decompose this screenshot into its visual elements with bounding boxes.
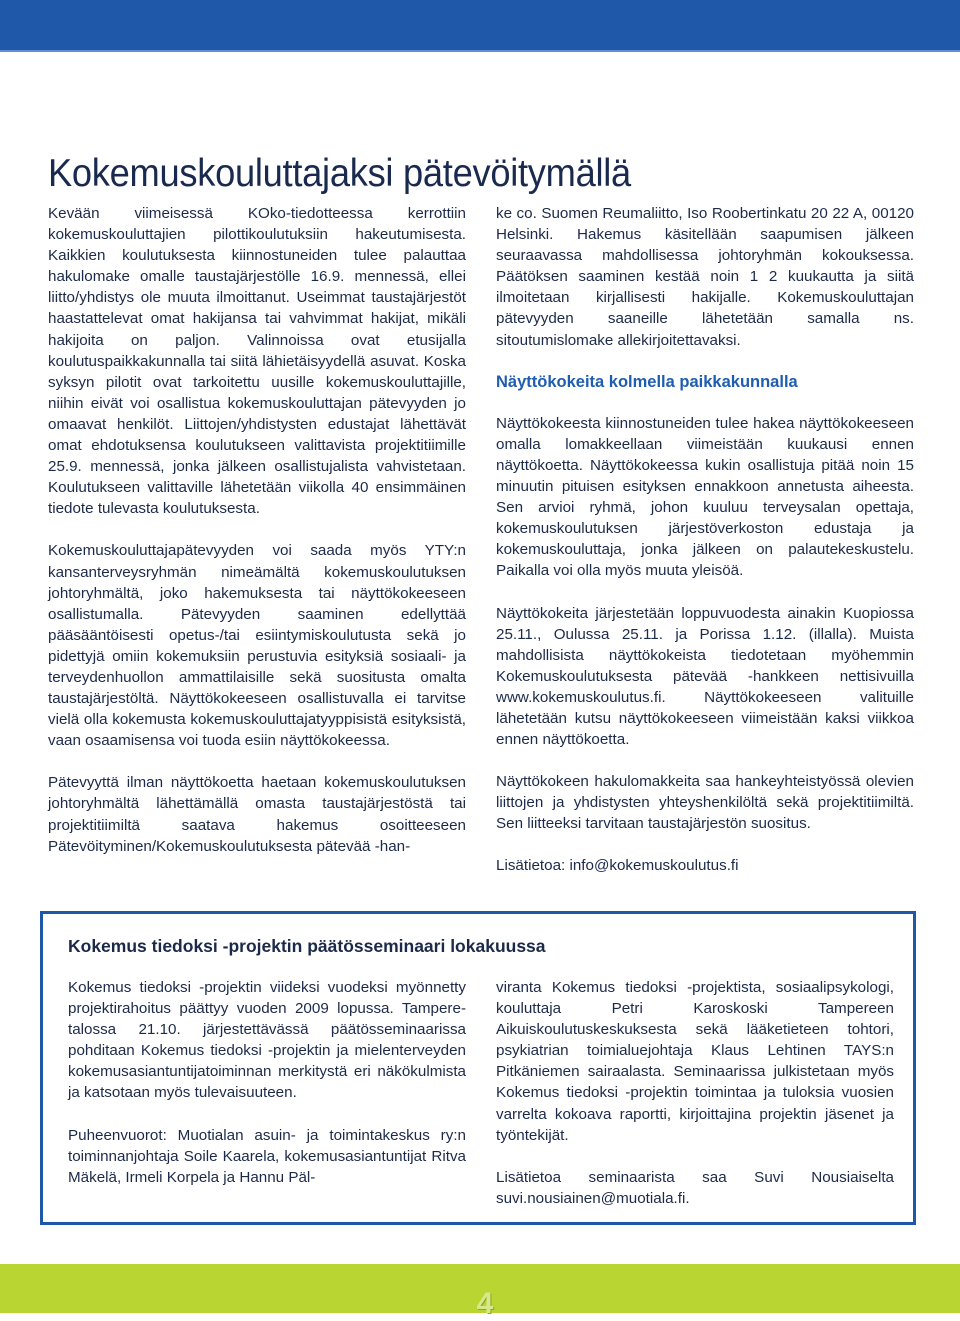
box-left-column bbox=[68, 977, 466, 1209]
box-right-column bbox=[496, 977, 894, 1230]
body-paragraph: Pätevyyttä ilman näyttökoetta haetaan kokemuskoulutuksen johtoryhmältä lähettämällä omasta taustajärjestöstä tai projektitiimiltä saatava hakemus osoitteeseen Pätevöityminen/Kokemuskoulutuksesta pätevää -han- bbox=[48, 774, 466, 855]
body-paragraph: Kevään viimeisessä KOko-tiedotteessa kerrottiin kokemuskouluttajien pilottikoulutuksiin hakeutumisesta. Kaikkien koulutuksesta kiinnostuneiden tulee palauttaa hakulomake omalle taustajärjestölle 16.9. mennessä, ellei liitto/yhdistys ole muuta ilmoittanut. Useimmat taustajärjestöt haastattelevat omat hakijansa tai vahvimmat hakijat, mikäli hakijoita on paljon. Valinnoissa ovat etusijalla koulutuspaikkakunnalla tai siitä lähietäisyydellä asuvat. Koska syksyn pilotit ovat tarkoitettu uusille kokemuskouluttajille, niihin eivät voi osallistua kokemuskouluttajan pätevyyden jo omaavat henkilöt. Liittojen/yhdistysten edustajat lähettävät omat ehdotuksensa koulutukseen valittavista projektitiimille 25.9. mennessä, jonka jälkeen osallistujalista vahvistetaan. Koulutukseen valittaville lähetetään viikolla 40 ensimmäinen tiedote tulevasta koulutuksesta. bbox=[48, 205, 466, 518]
right-column bbox=[496, 203, 914, 898]
box-paragraph: Lisätietoa seminaarista saa Suvi Nousiaiselta suvi.nousiainen@muotiala.fi. bbox=[496, 1168, 894, 1207]
contact-info: Lisätietoa: info@kokemuskoulutus.fi bbox=[496, 857, 739, 875]
page-number: 4 bbox=[476, 1287, 494, 1320]
top-color-band bbox=[0, 0, 960, 50]
section-subheading: Näyttökokeita kolmella paikkakunnalla bbox=[496, 372, 798, 391]
box-paragraph: viranta Kokemus tiedoksi -projektista, sosiaalipsykologi, kouluttaja Petri Karoskoski Tampereen Aikuiskoulutuskeskuksesta sekä lääketieteen tohtori, psykiatrian toimialuejohtaja Klaus Lehtinen TAYS:n Pitkäniemen sairaalasta. Seminaarissa julkistetaan myös Kokemus tiedoksi -projektin toimintaa ja tuloksia vuosien varrelta kokoava raportti, kirjoittajina projektin jäsenet ja työntekijät. bbox=[496, 979, 894, 1144]
body-paragraph: Kokemuskouluttajapätevyyden voi saada myös YTY:n kansanterveysryhmän nimeämältä kokemuskoulutuksen johtoryhmältä, joko hakemuksesta tai näyttökokeeseen osallistumalla. Pätevyyden saaminen edellyttää pääsääntöisesti opetus-/tai esiintymiskoulutusta sekä jo pidettyjä omiin kokemuksiin perustuvia esityksiä sosiaali- ja terveydenhuollon ammattilaisille sekä suositusta omalta taustajärjestöltä. Näyttökokeeseen osallistuvalla ei tarvitse vielä olla kokemusta kokemuskouluttajatyyppisistä esityksistä, vaan osaamisensa voi tuoda esiin näyttökokeessa. bbox=[48, 542, 466, 750]
page-title: Kokemuskouluttajaksi pätevöitymällä bbox=[48, 152, 631, 196]
box-paragraph: Puheenvuorot: Muotialan asuin- ja toimintakeskus ry:n toiminnanjohtaja Soile Kaarela, kokemusasiantuntijat Ritva Mäkelä, Irmeli Korpela ja Hannu Päl- bbox=[68, 1126, 466, 1186]
body-paragraph: Näyttökokeita järjestetään loppuvuodesta ainakin Kuopiossa 25.11., Oulussa 25.11. ja Porissa 1.12. (illalla). Muista mahdollisista näyttökokeista tiedotetaan myöhemmin Kokemuskoulutuksesta pätevää -hankkeen nettisivuilla www.kokemuskoulutus.fi. Näyttökokeeseen valituille lähetetään kutsu näyttökokeeseen viimeistään kaksi viikkoa ennen näyttökoetta. bbox=[496, 604, 914, 749]
body-paragraph: Näyttökokeen hakulomakkeita saa hankeyhteistyössä olevien liittojen ja yhdistysten yhteyshenkilöltä sekä projektitiimiltä. Sen liitteeksi tarvitaan taustajärjestön suositus. bbox=[496, 773, 914, 833]
box-title: Kokemus tiedoksi -projektin päätösseminaari lokakuussa bbox=[68, 936, 546, 956]
left-column bbox=[48, 203, 466, 878]
box-paragraph: Kokemus tiedoksi -projektin viideksi vuodeksi myönnetty projektirahoitus päättyy vuoden 2009 lopussa. Tampere-talossa 21.10. järjestettävässä päätösseminaarissa pohditaan Kokemus tiedoksi -projektin ja mielenterveyden kokemusasiantuntijatoiminnan merkitystä eri näkökulmista ja katsotaan myös tulevaisuuteen. bbox=[68, 979, 466, 1102]
top-accent-line bbox=[0, 50, 960, 52]
body-paragraph: ke co. Suomen Reumaliitto, Iso Roobertinkatu 20 22 A, 00120 Helsinki. Hakemus käsitellään saapumisen jälkeen seuraavassa mahdollisessa johtoryhmän kokouksessa. Päätöksen saaminen kestää noin 1 2 kuukautta ja siitä ilmoitetaan kirjallisesti hakijalle. Kokemuskouluttajan pätevyyden saaneille lähetetään samalla ns. sitoutumislomake allekirjoitettavaksi. bbox=[496, 205, 914, 349]
body-paragraph: Näyttökokeesta kiinnostuneiden tulee hakea näyttökokeeseen omalla lomakkeellaan viimeistään kuukausi ennen näyttökoetta. Näyttökokeessa kukin osallistuja pitää noin 15 minuutin pituisen esityksen ennakkoon annetusta aiheesta. Sen arvioi ryhmä, johon kuuluu terveysalan opettaja, kokemuskoulutuksen järjestöverkoston edustaja ja kokemuskouluttaja, jonka jälkeen on palautekeskustelu. Paikalla voi olla myös muuta yleisöä. bbox=[496, 414, 914, 580]
